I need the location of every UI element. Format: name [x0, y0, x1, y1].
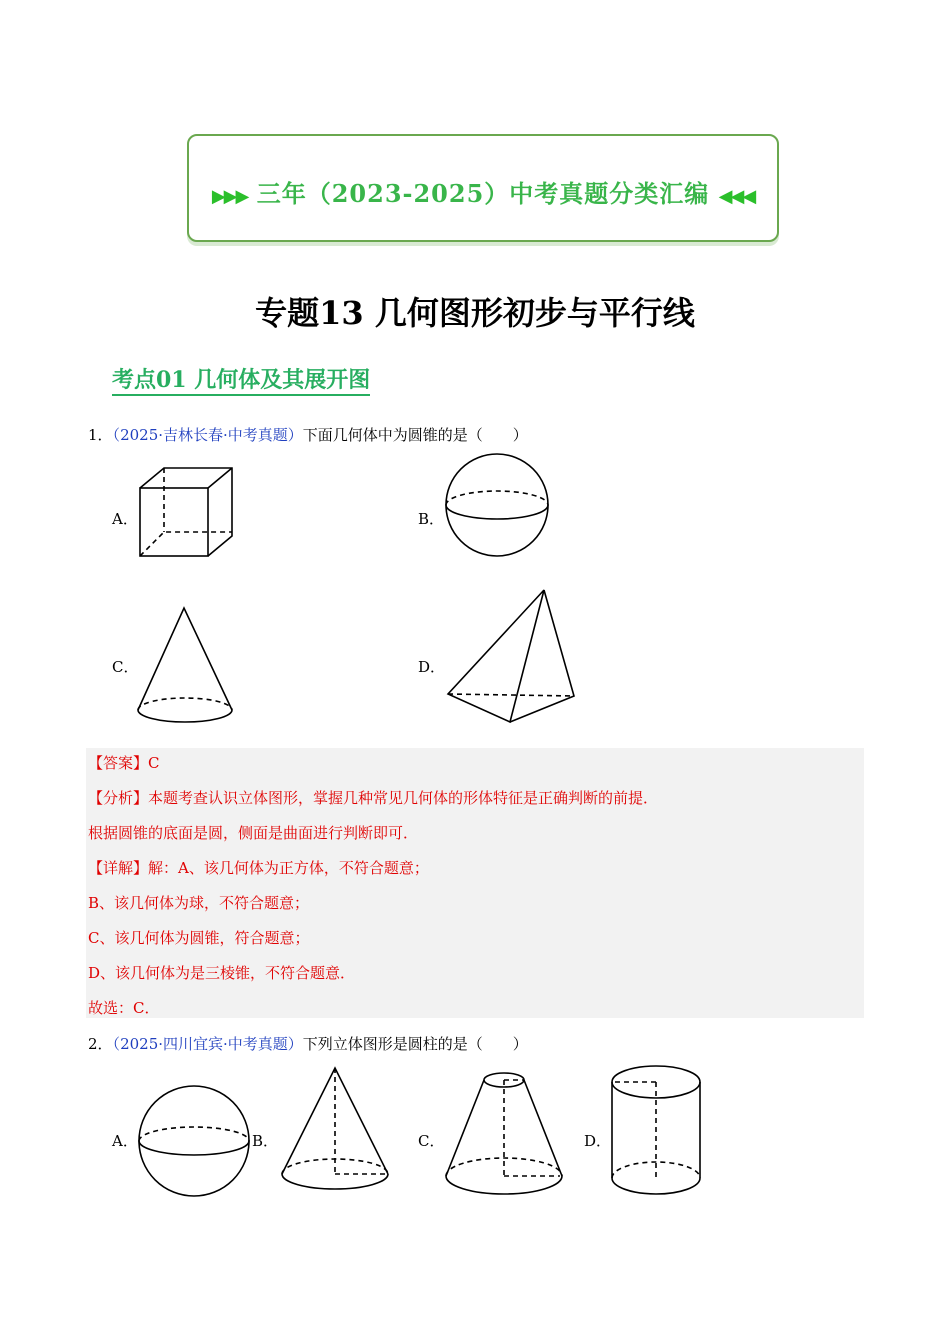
cube-figure: [136, 464, 236, 559]
q2-sphere-figure: [138, 1084, 253, 1199]
right-arrows-icon: ◀◀◀: [718, 186, 755, 207]
analysis-line-2: 根据圆锥的底面是圆，侧面是曲面进行判断即可．: [88, 824, 419, 842]
question-text: 下列立体图形是圆柱的是（ ）: [302, 1035, 528, 1053]
question-text: 下面几何体中为圆锥的是（ ）: [302, 426, 528, 444]
left-arrows-icon: ▶▶▶: [211, 186, 248, 207]
banner-text-row: [189, 174, 777, 209]
header-banner: [187, 134, 779, 242]
question-2: 2．（2025·四川宜宾·中考真题）下列立体图形是圆柱的是（ ）: [88, 1035, 528, 1053]
q2-option-b-label: B．: [252, 1132, 279, 1150]
sphere-figure: [444, 454, 554, 558]
detail-line-c: C、该几何体为圆锥，符合题意；: [88, 929, 310, 947]
q2-frustum-figure: [444, 1070, 564, 1202]
option-a-label: A．: [112, 510, 138, 528]
q2-option-c-label: C．: [418, 1132, 445, 1150]
banner-text: 三年（2023-2025）中考真题分类汇编: [256, 179, 710, 208]
q2-option-a-label: A．: [112, 1132, 138, 1150]
answer-line: 【答案】C: [88, 754, 160, 772]
question-number: 1．: [88, 426, 113, 444]
page-title: 专题13 几何图形初步与平行线: [255, 294, 695, 332]
detail-line-d: D、该几何体为是三棱锥，不符合题意．: [88, 964, 356, 982]
option-b-label: B．: [418, 510, 445, 528]
option-d-label: D．: [418, 658, 446, 676]
question-number: 2．: [88, 1035, 113, 1053]
analysis-line: 【分析】本题考查认识立体图形，掌握几种常见几何体的形体特征是正确判断的前提．: [88, 789, 659, 807]
pyramid-figure: [446, 586, 576, 726]
cone-figure: [136, 606, 236, 726]
q2-option-d-label: D．: [584, 1132, 612, 1150]
question-source: 2025·吉林长春·中考真题: [120, 426, 288, 444]
option-c-label: C．: [112, 658, 139, 676]
choice-line: 故选：C．: [88, 999, 160, 1017]
detail-line: 【详解】解：A、该几何体为正方体，不符合题意；: [88, 859, 429, 877]
answer-value: C: [148, 754, 160, 772]
question-source: 2025·四川宜宾·中考真题: [120, 1035, 288, 1053]
q2-cylinder-figure: [610, 1060, 704, 1202]
section-heading: 考点01 几何体及其展开图: [112, 366, 370, 396]
question-1: 1．（2025·吉林长春·中考真题）下面几何体中为圆锥的是（ ）: [88, 426, 528, 444]
q2-cone-figure: [280, 1066, 392, 1201]
detail-line-b: B、该几何体为球，不符合题意；: [88, 894, 310, 912]
